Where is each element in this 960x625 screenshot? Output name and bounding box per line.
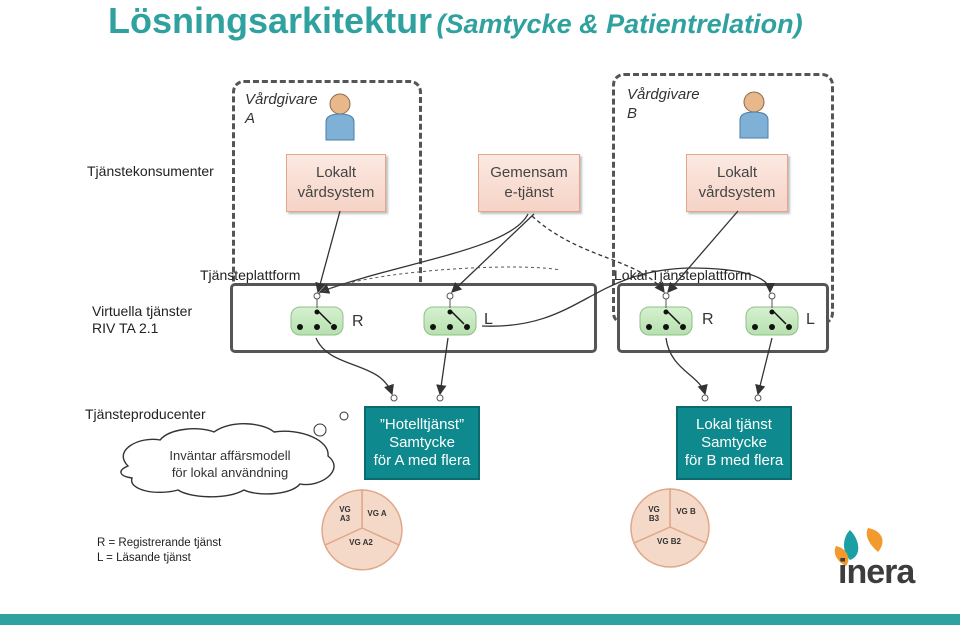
local-care-system-a: Lokalt vårdsystem — [286, 154, 386, 212]
platform-right-label: Lokal Tjänsteplattform — [614, 267, 752, 283]
inera-logo-text: inera — [838, 553, 915, 591]
hotel-service-box: ”Hotelltjänst” Samtycke för A med flera — [364, 406, 480, 480]
virtual-services-label: Virtuella tjänster RIV TA 2.1 — [92, 303, 193, 336]
arrow-eservice-to-right-r — [532, 216, 664, 292]
care-giver-b-label: Vårdgivare B — [627, 86, 700, 122]
local-service-box: Lokal tjänst Samtycke för B med flera — [676, 406, 792, 480]
legend-r: R = Registrerande tjänst — [97, 537, 222, 549]
service-node-l-right — [746, 293, 798, 335]
care-giver-a-label: Vårdgivare A — [245, 91, 318, 127]
read-label-left: L — [484, 311, 493, 328]
cloud-text: Inväntar affärsmodell för lokal användning — [169, 448, 291, 480]
person-icon-b — [740, 92, 768, 138]
pie-chart-a — [322, 490, 402, 570]
pie-a-label-a2: VG A2 — [349, 538, 373, 547]
arrow-r-left-to-hotel — [316, 338, 392, 394]
pie-a-label-a: VG A — [367, 509, 387, 518]
arrow-eservice-to-r — [320, 214, 528, 292]
register-label-right: R — [702, 311, 714, 328]
producers-label: Tjänsteproducenter — [85, 406, 206, 422]
service-node-r-left — [291, 293, 343, 335]
register-label-left: R — [352, 313, 364, 330]
legend — [97, 536, 221, 566]
arrow-local-b-to-r — [668, 211, 738, 292]
pie-b-label-b3: VG B3 — [648, 505, 660, 523]
arrow-r-right-to-local — [666, 338, 705, 394]
service-node-r-right — [640, 293, 692, 335]
arrow-l-right-to-local — [758, 338, 772, 394]
arrow-eservice-to-l — [452, 214, 534, 292]
title-main: Lösningsarkitektur — [108, 0, 433, 41]
arrow-l-left-to-hotel — [440, 338, 448, 394]
person-icon-a — [326, 94, 354, 140]
title-sub: (Samtycke & Patientrelation) — [436, 9, 803, 39]
arrow-r-left-to-right-platform — [482, 268, 770, 326]
pie-chart-b — [631, 489, 709, 567]
platform-left-label: Tjänsteplattform — [200, 267, 301, 283]
consumers-label: Tjänstekonsumenter — [87, 163, 214, 179]
legend-l: L = Läsande tjänst — [97, 552, 191, 564]
pie-b-label-b: VG B — [676, 507, 696, 516]
read-label-right: L — [806, 311, 815, 328]
local-care-system-b: Lokalt vårdsystem — [686, 154, 788, 212]
arrow-local-a-to-r — [318, 211, 340, 292]
service-node-l-left — [424, 293, 476, 335]
shared-e-service: Gemensam e-tjänst — [478, 154, 580, 212]
pie-b-label-b2: VG B2 — [656, 537, 681, 546]
bottom-band — [0, 614, 960, 625]
pie-a-label-a3: VG A3 — [339, 505, 351, 523]
